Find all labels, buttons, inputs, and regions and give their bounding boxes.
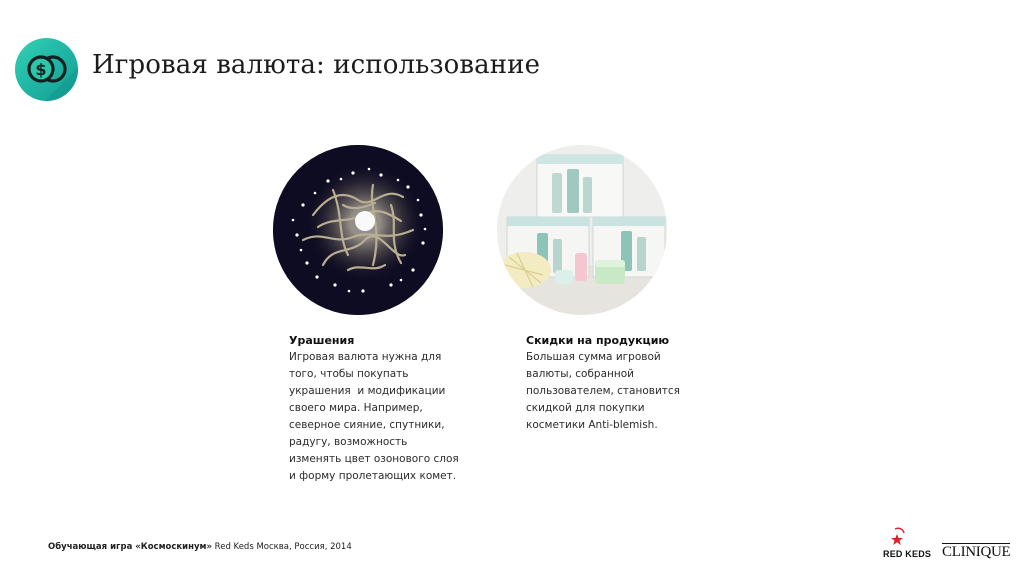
card-heading: Урашения (289, 334, 355, 347)
red-keds-wordmark: RED KEDS (883, 549, 932, 559)
clinique-logo: CLINIQUE (942, 544, 1011, 560)
card-line: радугу, возможность (289, 436, 408, 448)
card-discounts (526, 332, 686, 434)
card-line: пользователем, становится (526, 385, 680, 397)
card-line: косметики Anti-blemish. (526, 419, 658, 431)
page-title: Игровая валюта: использование (92, 50, 541, 80)
card-line: того, чтобы покупать (289, 368, 409, 380)
card-jewelry (289, 332, 474, 485)
svg-text:$: $ (35, 60, 47, 79)
card-line: украшения и модификации (289, 385, 446, 397)
coins-icon (15, 38, 78, 101)
card-line: Игровая валюта нужна для (289, 351, 442, 363)
red-keds-logo (880, 527, 940, 563)
card-line: своего мира. Например, (289, 402, 423, 414)
card-line: изменять цвет озонового слоя (289, 453, 459, 465)
footer-game-name: Обучающая игра «Космоскинум» (48, 542, 212, 552)
card-line: валюты, собранной (526, 368, 635, 380)
cosmetics-products-image (497, 145, 667, 315)
card-line: скидкой для покупки (526, 402, 645, 414)
card-line: северное сияние, спутники, (289, 419, 445, 431)
star-icon (890, 527, 906, 547)
light-sculpture-image (273, 145, 443, 315)
card-line: Большая сумма игровой (526, 351, 661, 363)
card-line: и форму пролетающих комет. (289, 470, 457, 482)
footer-studio: Red Keds Москва, Россия, 2014 (211, 542, 352, 552)
footer-credits (48, 542, 352, 552)
card-heading: Скидки на продукцию (526, 334, 670, 347)
